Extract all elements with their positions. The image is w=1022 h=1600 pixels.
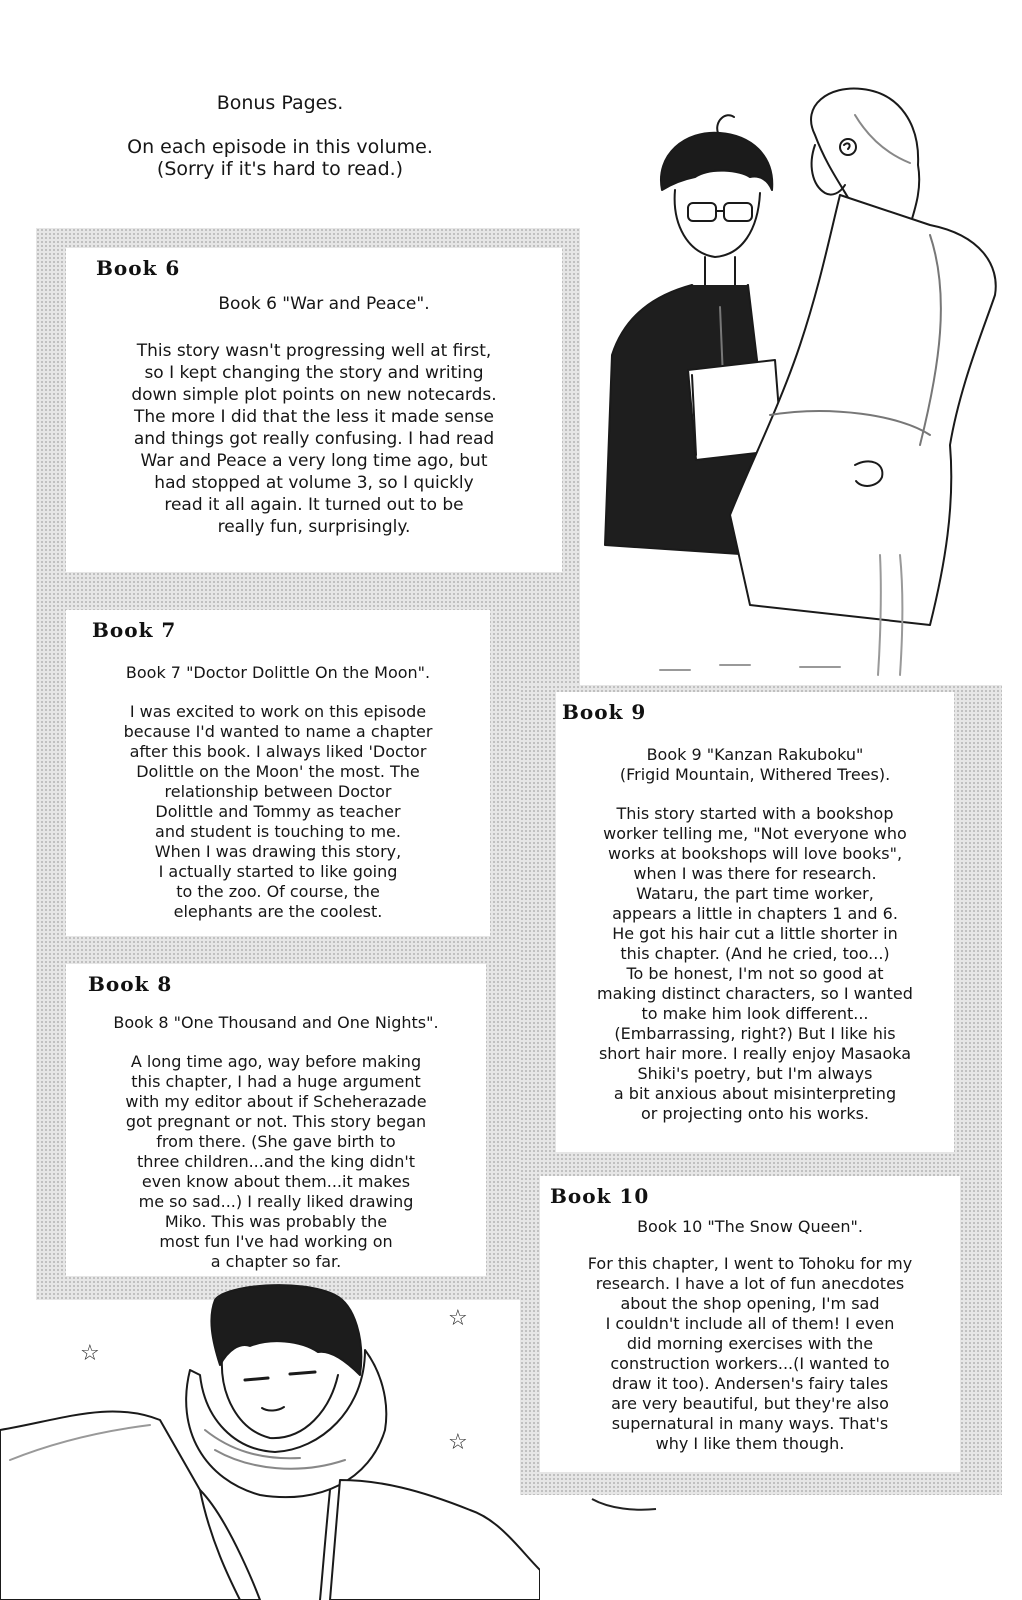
book-8-text: A long time ago, way before making this chapter, I had a huge argument with my editor about if Scheherazade got pregnant or not. This story began from there. (She gave birth to three children...and the king didn't even know about them...it makes me so sad...) I really liked drawing Miko. This was probably the most fun I've had working on a chapter so far.	[125, 1052, 427, 1271]
book-6-title: Book 6 "War and Peace".	[218, 294, 430, 314]
intro-line-2: (Sorry if it's hard to read.)	[156, 158, 404, 180]
star-icon: ☆	[80, 1341, 100, 1366]
book-6-heading: Book 6	[96, 256, 181, 280]
book-10-title: Book 10 "The Snow Queen".	[637, 1217, 863, 1236]
book-9-subtitle: (Frigid Mountain, Withered Trees).	[619, 765, 891, 784]
book-8-panel	[66, 964, 486, 1276]
decorative-stroke	[590, 1495, 660, 1515]
intro-line-1: On each episode in this volume.	[127, 136, 433, 158]
star-icon: ☆	[448, 1306, 468, 1331]
intro-title: Bonus Pages.	[216, 92, 344, 114]
couple-reading-illustration	[600, 85, 1020, 685]
book-10-panel	[540, 1176, 960, 1472]
book-7-title: Book 7 "Doctor Dolittle On the Moon".	[125, 663, 431, 682]
book-8-heading: Book 8	[88, 972, 173, 996]
book-7-text: I was excited to work on this episode because I'd wanted to name a chapter after this book. I always liked 'Doctor Dolittle on the Moon' the most. The relationship between Doctor Dolittle and Tommy as teacher and student is touching to me. When I was drawing this story, I actually started to like going to the zoo. Of course, the elephants are the coolest.	[123, 702, 433, 921]
star-icon: ☆	[448, 1430, 468, 1455]
book-10-text: For this chapter, I went to Tohoku for my research. I have a lot of fun anecdotes about the shop opening, I'm sad I couldn't include all of them! I even did morning exercises with the construction workers...(I wanted to draw it too). Andersen's fairy tales are very beautiful, but they're also supernatural in many ways. That's why I like them though.	[587, 1254, 913, 1453]
book-6-text: This story wasn't progressing well at first, so I kept changing the story and writing down simple plot points on new notecards. The more I did that the less it made sense and things got really confusing. I had read War and Peace a very long time ago, but had stopped at volume 3, so I quickly read it all again. It turned out to be really fun, surprisingly.	[131, 341, 497, 537]
book-9-text: This story started with a bookshop worker telling me, "Not everyone who works at bookshops will love books", when I was there for research. Wataru, the part time worker, appears a little in chapters 1 and 6. He got his hair cut a little shorter in this chapter. (And he cried, too...) To be honest, I'm not so good at making distinct characters, so I wanted to make him look different... (Embarrassing, right?) But I like his short hair more. I really enjoy Masaoka Shiki's poetry, but I'm always a bit anxious about misinterpreting or projecting onto his works.	[597, 804, 913, 1123]
book-7-panel	[66, 610, 490, 936]
book-9-heading: Book 9	[562, 700, 647, 724]
book-9-panel	[556, 692, 954, 1152]
book-8-title: Book 8 "One Thousand and One Nights".	[113, 1013, 439, 1032]
book-6-panel	[66, 248, 562, 572]
book-7-heading: Book 7	[92, 618, 177, 642]
book-10-heading: Book 10	[550, 1184, 650, 1208]
book-9-title: Book 9 "Kanzan Rakuboku"	[646, 745, 864, 764]
